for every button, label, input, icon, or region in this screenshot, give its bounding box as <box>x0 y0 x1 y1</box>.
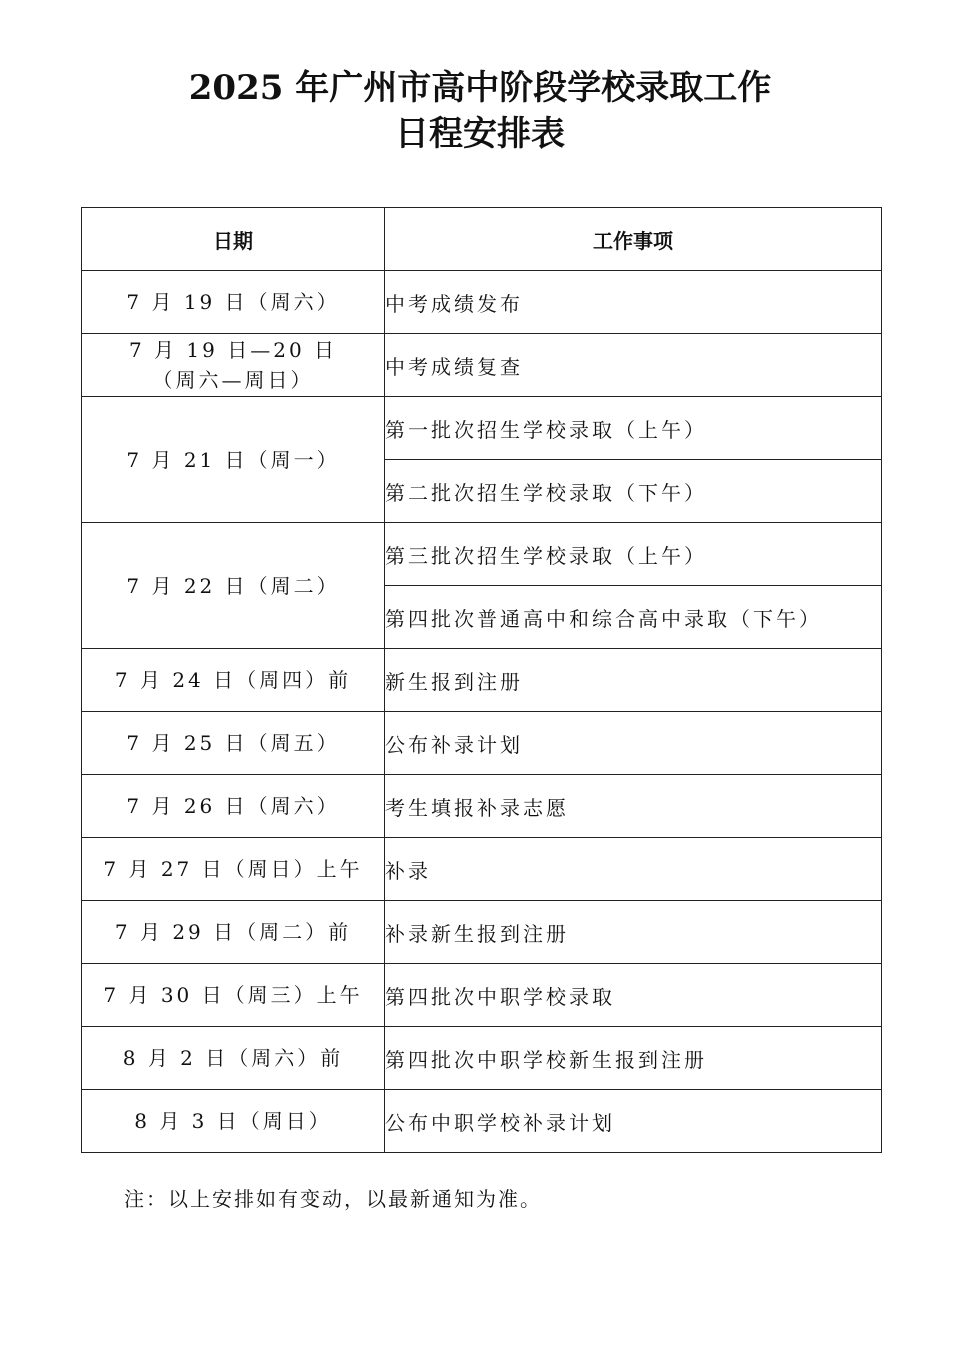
item-cell: 新生报到注册 <box>385 649 882 712</box>
table-row <box>82 901 882 964</box>
item-cell: 公布中职学校补录计划 <box>385 1090 882 1153</box>
table-row <box>82 1027 882 1090</box>
date-line: （周六—周日） <box>152 368 314 392</box>
date-cell: 7 月 29 日（周二）前 <box>82 901 385 964</box>
date-cell: 7 月 21 日（周一） <box>82 397 385 523</box>
item-cell: 第四批次中职学校新生报到注册 <box>385 1027 882 1090</box>
table-row <box>82 271 882 334</box>
table-row <box>82 334 882 397</box>
table-row <box>82 712 882 775</box>
date-cell: 7 月 26 日（周六） <box>82 775 385 838</box>
date-cell: 7 月 24 日（周四）前 <box>82 649 385 712</box>
date-cell: 8 月 3 日（周日） <box>82 1090 385 1153</box>
item-cell: 第二批次招生学校录取（下午） <box>385 460 882 523</box>
item-cell: 第三批次招生学校录取（上午） <box>385 523 882 586</box>
page-title-line1: 2025 年广州市高中阶段学校录取工作 <box>188 68 772 108</box>
item-cell: 补录新生报到注册 <box>385 901 882 964</box>
footnote: 注：以上安排如有变动，以最新通知为准。 <box>124 1187 542 1211</box>
date-cell <box>82 334 385 397</box>
item-cell: 中考成绩复查 <box>385 334 882 397</box>
table-row <box>82 964 882 1027</box>
date-cell: 8 月 2 日（周六）前 <box>82 1027 385 1090</box>
header-date: 日期 <box>82 208 385 271</box>
item-cell: 第一批次招生学校录取（上午） <box>385 397 882 460</box>
date-cell: 7 月 30 日（周三）上午 <box>82 964 385 1027</box>
table-row <box>82 397 882 460</box>
item-cell: 考生填报补录志愿 <box>385 775 882 838</box>
item-cell: 第四批次普通高中和综合高中录取（下午） <box>385 586 882 649</box>
schedule-table <box>81 207 882 1153</box>
table-row <box>82 649 882 712</box>
date-cell: 7 月 19 日（周六） <box>82 271 385 334</box>
date-cell: 7 月 27 日（周日）上午 <box>82 838 385 901</box>
date-cell: 7 月 25 日（周五） <box>82 712 385 775</box>
table-row <box>82 838 882 901</box>
page-title-line2: 日程安排表 <box>395 114 565 154</box>
item-cell: 公布补录计划 <box>385 712 882 775</box>
item-cell: 第四批次中职学校录取 <box>385 964 882 1027</box>
table-header-row <box>82 208 882 271</box>
table-row <box>82 775 882 838</box>
header-item: 工作事项 <box>385 208 882 271</box>
item-cell: 补录 <box>385 838 882 901</box>
table-row <box>82 1090 882 1153</box>
date-line: 7 月 19 日—20 日 <box>128 338 338 362</box>
item-cell: 中考成绩发布 <box>385 271 882 334</box>
date-cell: 7 月 22 日（周二） <box>82 523 385 649</box>
table-row <box>82 523 882 586</box>
